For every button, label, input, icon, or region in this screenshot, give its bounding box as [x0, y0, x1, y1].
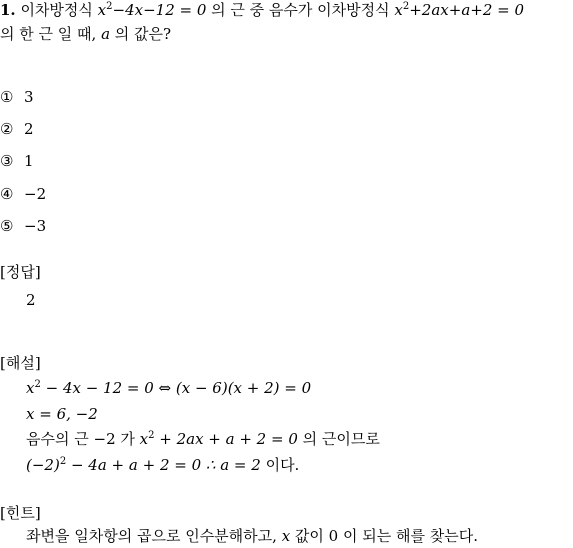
option-2-mark: ②	[0, 120, 14, 138]
option-3[interactable]	[0, 151, 34, 171]
answer-header: [정답]	[0, 263, 41, 281]
question-text-3: 의 한 근 일 때,	[0, 25, 102, 43]
question-text-4: 의 값은?	[110, 25, 172, 43]
equation-2-exp: 2	[402, 1, 410, 12]
explanation-line-1	[26, 378, 311, 398]
hint-header: [힌트]	[0, 504, 41, 522]
option-2[interactable]	[0, 119, 34, 139]
equation-1-exp: 2	[106, 1, 113, 12]
question-line-1	[0, 0, 524, 20]
answer-value: 2	[26, 291, 36, 309]
expl-3-exp: 2	[148, 430, 155, 441]
option-4[interactable]	[0, 184, 46, 204]
expl-2-text: x = 6, −2	[26, 405, 98, 423]
option-2-value: 2	[24, 120, 34, 138]
hint-line	[26, 526, 478, 546]
equation-2-var: x	[394, 1, 403, 19]
explanation-line-3	[26, 429, 380, 449]
explanation-header: [해설]	[0, 354, 41, 372]
expl-3-text-2: 의 근이므로	[297, 430, 380, 448]
option-5-mark: ⑤	[0, 217, 14, 235]
explanation-line-2	[26, 404, 98, 424]
expl-3-rest: + 2ax + a + 2 = 0	[154, 430, 298, 448]
expl-4-base: (−2)	[26, 456, 60, 474]
option-5-value: −3	[24, 217, 47, 235]
hint-text-2: 값이 0 이 되는 해를 찾는다.	[290, 527, 478, 545]
option-1[interactable]	[0, 87, 34, 107]
question-text-2: 의 근 중 음수가 이차방정식	[206, 1, 395, 19]
question-variable: a	[101, 25, 111, 43]
expl-4-text: 이다.	[260, 456, 300, 474]
expl-1-rest: − 4x − 12 = 0 ⇔ (x − 6)(x + 2) = 0	[40, 379, 312, 397]
option-1-mark: ①	[0, 88, 14, 106]
option-4-value: −2	[24, 185, 47, 203]
option-3-value: 1	[24, 152, 34, 170]
question-text: 이차방정식	[15, 1, 98, 19]
question-line-2	[0, 24, 171, 44]
equation-1-var: x	[97, 1, 107, 19]
expl-1-exp: 2	[34, 379, 41, 390]
expl-4-exp: 2	[59, 456, 67, 467]
option-5[interactable]	[0, 216, 46, 236]
option-3-mark: ③	[0, 152, 14, 170]
expl-4-rest: − 4a + a + 2 = 0 ∴ a = 2	[66, 456, 261, 474]
expl-1-var: x	[26, 379, 35, 397]
hint-variable: x	[281, 527, 291, 545]
hint-text: 좌변을 일차항의 곱으로 인수분해하고,	[26, 527, 282, 545]
equation-1-rest: −4x−12 = 0	[112, 1, 207, 19]
equation-2-rest: +2ax+a+2 = 0	[409, 1, 525, 19]
option-4-mark: ④	[0, 185, 14, 203]
option-1-value: 3	[24, 88, 34, 106]
expl-3-var: x	[139, 430, 149, 448]
explanation-line-4	[26, 455, 299, 475]
question-number: 1.	[0, 1, 16, 19]
expl-3-text: 음수의 근 −2 가	[26, 430, 140, 448]
